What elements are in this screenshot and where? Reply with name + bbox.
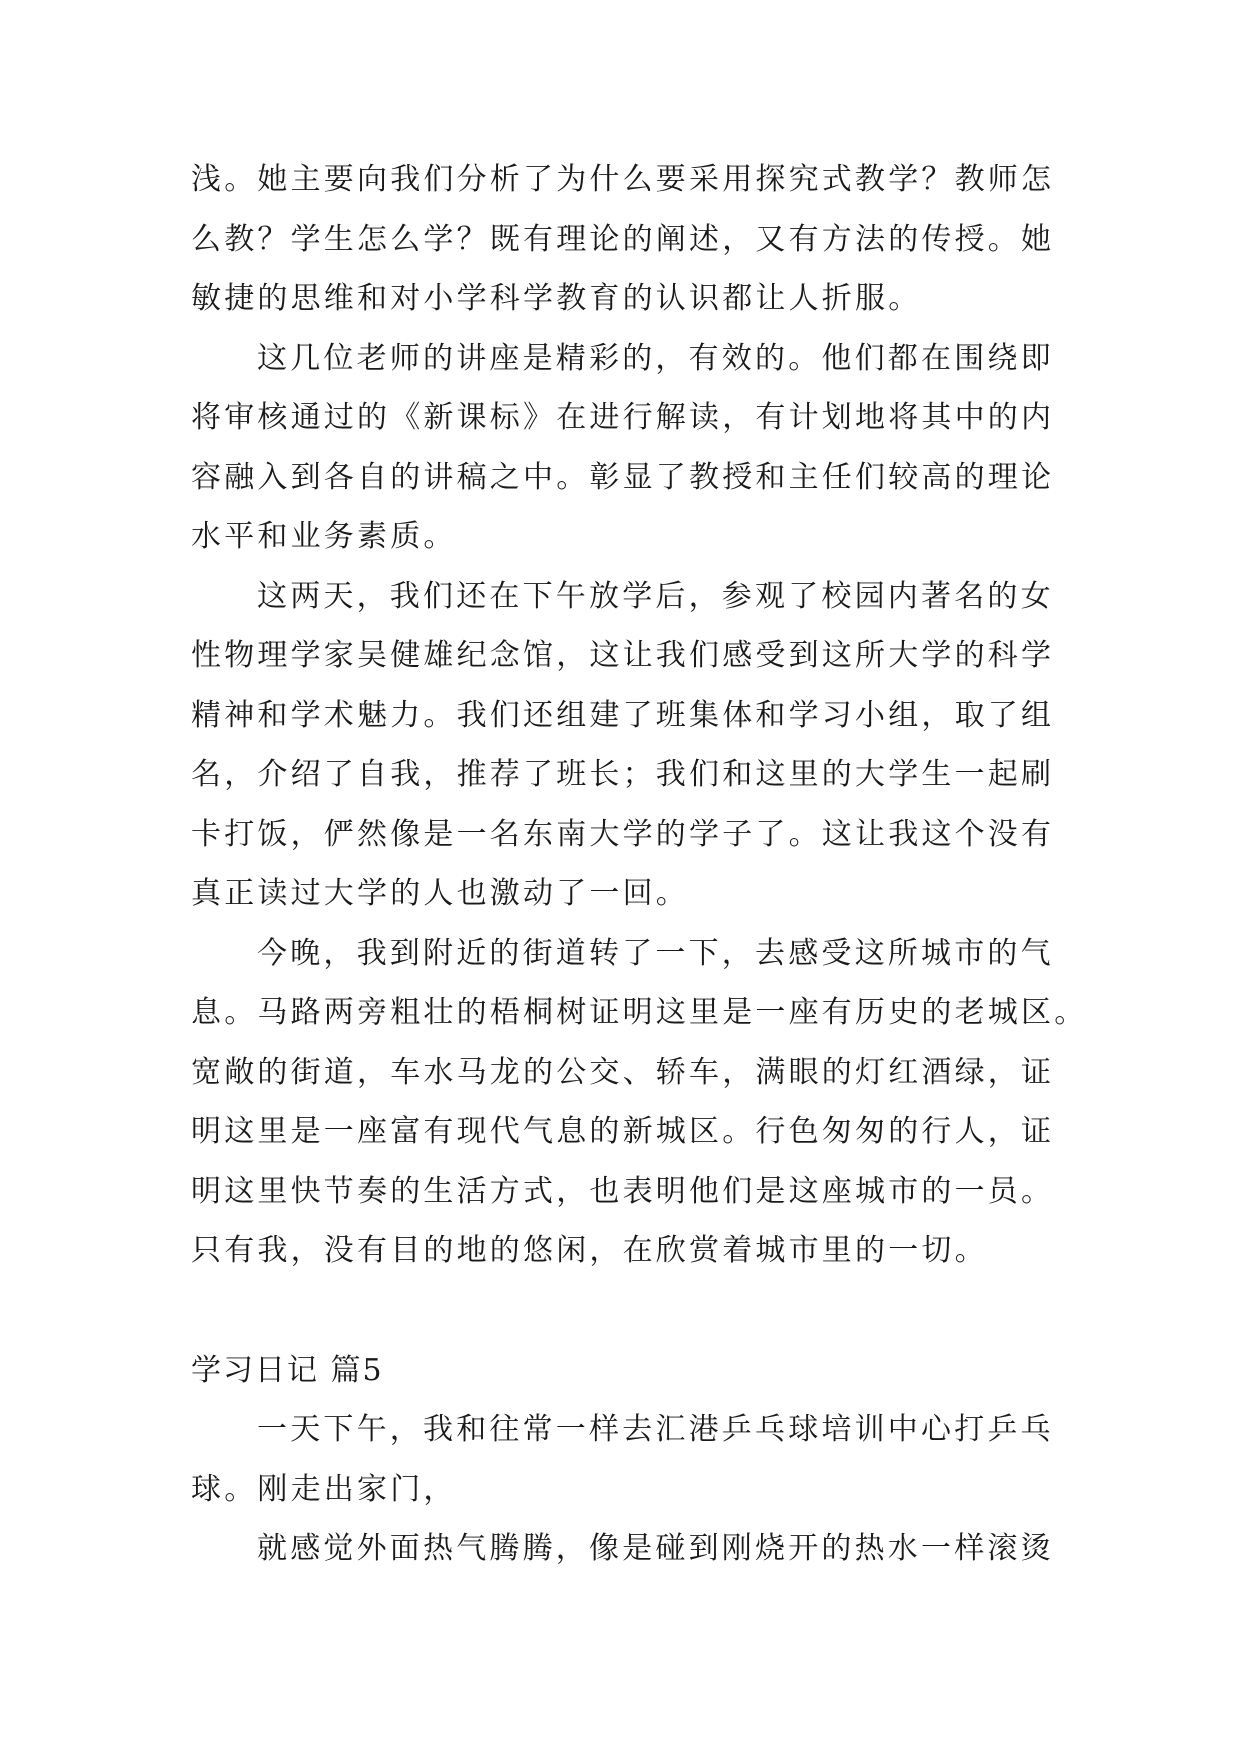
paragraph-line: 这两天，我们还在下午放学后，参观了校园内著名的女 [257,578,1054,614]
paragraph-line: 容融入到各自的讲稿之中。彰显了教授和主任们较高的理论 [191,459,1055,495]
paragraph-line: 宽敞的街道，车水马龙的公交、轿车，满眼的灯红酒绿，证 [191,1054,1055,1090]
paragraph-line: 就感觉外面热气腾腾，像是碰到刚烧开的热水一样滚烫 [257,1531,1054,1566]
paragraph-line: 一天下午，我和往常一样去汇港乒乓球培训中心打乒乓 [257,1412,1054,1447]
paragraph-line: 球。刚走出家门， [191,1471,457,1507]
paragraph-line: 今晚，我到附近的街道转了一下，去感受这所城市的气 [257,935,1054,971]
paragraph-line: 敏捷的思维和对小学科学教育的认识都让人折服。 [191,281,922,316]
section-heading: 学习日记 篇5 [191,1352,384,1388]
paragraph-line: 真正读过大学的人也激动了一回。 [191,876,689,911]
paragraph-line: 名，介绍了自我，推荐了班长；我们和这里的大学生一起刷 [191,757,1055,792]
paragraph-line: 息。马路两旁粗壮的梧桐树证明这里是一座有历史的老城区。 [191,995,1088,1030]
paragraph-line: 精神和学术魅力。我们还组建了班集体和学习小组，取了组 [191,697,1055,733]
paragraph-line: 卡打饭，俨然像是一名东南大学的学子了。这让我这个没有 [191,816,1055,852]
paragraph-line: 明这里快节奏的生活方式，也表明他们是这座城市的一员。 [191,1173,1055,1209]
paragraph-line: 浅。她主要向我们分析了为什么要采用探究式教学？教师怎 [191,162,1055,197]
paragraph-line: 水平和业务素质。 [191,519,457,554]
paragraph-line: 这几位老师的讲座是精彩的，有效的。他们都在围绕即 [257,340,1054,376]
paragraph-line: 性物理学家吴健雄纪念馆，这让我们感受到这所大学的科学 [191,638,1055,673]
paragraph-line: 将审核通过的《新课标》在进行解读，有计划地将其中的内 [191,400,1055,435]
paragraph-line: 只有我，没有目的地的悠闲，在欣赏着城市里的一切。 [191,1233,988,1268]
paragraph-line: 么教？学生怎么学？既有理论的阐述，又有方法的传授。她 [191,221,1055,257]
body-text [191,150,1088,1579]
paragraph-line: 明这里是一座富有现代气息的新城区。行色匆匆的行人，证 [191,1114,1055,1149]
